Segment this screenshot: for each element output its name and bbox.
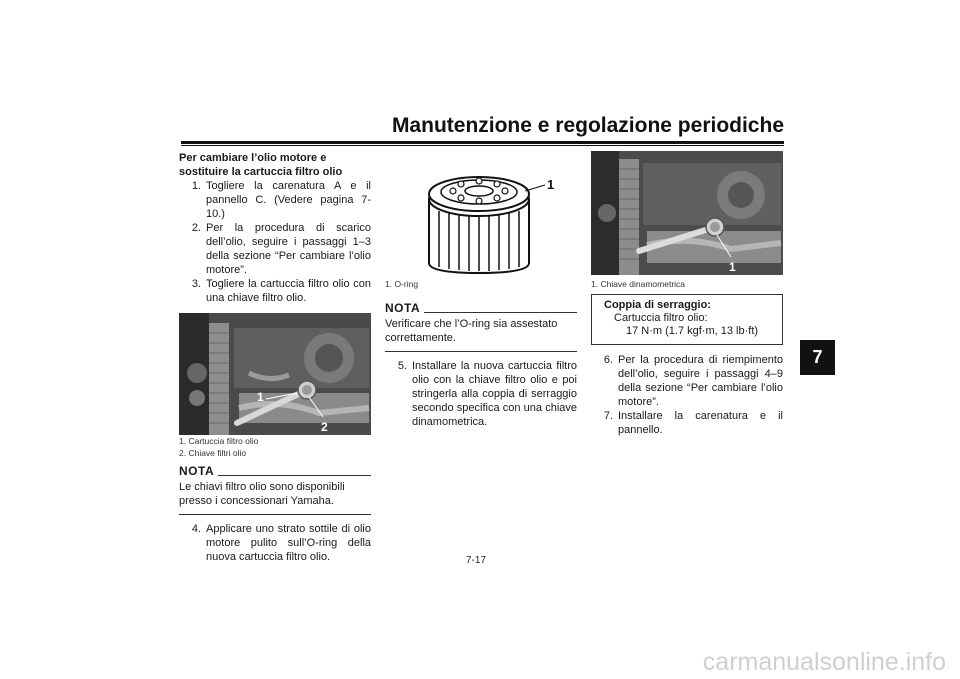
step-4: 4. Applicare uno strato sottile di olio motore pulito sull’O-ring della nuova cartuccia filtro olio. (191, 523, 371, 563)
torque-item: Cartuccia filtro olio: (614, 312, 708, 324)
section-title: Per cambiare l’olio motore e sostituire la cartuccia filtro olio (179, 152, 343, 178)
step-7: 7. Installare la carenatura e il pannello. (603, 410, 783, 436)
figure-caption-1: 1. Cartuccia filtro olio (179, 436, 259, 446)
nota-label: NOTA (385, 301, 421, 315)
header-rule (181, 141, 784, 144)
step-1: 1. Togliere la carenatura A e il pannello C. (Vedere pagina 7-10.) (191, 180, 371, 220)
step-5: 5. Installare la nuova cartuccia filtro olio con la chiave filtro olio e poi stringerla alla coppia di serraggio secondo specifica con una chiave dinamometrica. (397, 360, 577, 428)
step-6: 6. Per la procedura di riempimento dell’olio, seguire i passaggi 4–9 della sezione “Per cambiare l’olio motore”. (603, 354, 783, 408)
torque-wrench-photo (591, 151, 783, 275)
nota-heading (385, 302, 577, 315)
nota-label: NOTA (179, 464, 215, 478)
figure-caption-2: 2. Chiave filtri olio (179, 448, 247, 458)
column-right (591, 151, 783, 437)
oil-filter-cartridge-illustration (385, 151, 577, 275)
page-header-title: Manutenzione e regolazione periodiche (391, 114, 784, 137)
nota-heading (179, 465, 371, 478)
step-2: 2. Per la procedura di scarico dell’olio, seguire i passaggi 1–3 della sezione “Per cambiare l’olio motore”. (191, 222, 371, 276)
nota-rule (424, 312, 577, 313)
figure-caption-1: 1. O-ring (385, 279, 419, 289)
oil-filter-removal-photo (179, 313, 371, 435)
page-number: 7-17 (466, 555, 487, 566)
header-rule-thin (181, 145, 784, 146)
callout-1: 1 (257, 390, 264, 404)
torque-title: Coppia di serraggio: (604, 299, 711, 311)
callout-1: 1 (547, 177, 555, 192)
nota-text: Le chiavi filtro olio sono disponibili presso i concessionari Yamaha. (179, 478, 371, 515)
figure-caption-1: 1. Chiave dinamometrica (591, 279, 686, 289)
callout-1: 1 (729, 260, 736, 274)
column-left (179, 151, 371, 564)
column-middle (385, 151, 577, 429)
nota-rule (218, 475, 371, 476)
nota-text: Verificare che l’O-ring sia assestato correttamente. (385, 315, 577, 352)
torque-value: 17 N·m (1.7 kgf·m, 13 lb·ft) (626, 325, 759, 337)
chapter-tab: 7 (800, 340, 835, 375)
step-3: 3. Togliere la cartuccia filtro olio con una chiave filtro olio. (191, 278, 371, 304)
watermark: carmanualsonline.info (702, 648, 946, 676)
torque-spec-box (591, 294, 783, 345)
callout-2: 2 (321, 420, 328, 434)
